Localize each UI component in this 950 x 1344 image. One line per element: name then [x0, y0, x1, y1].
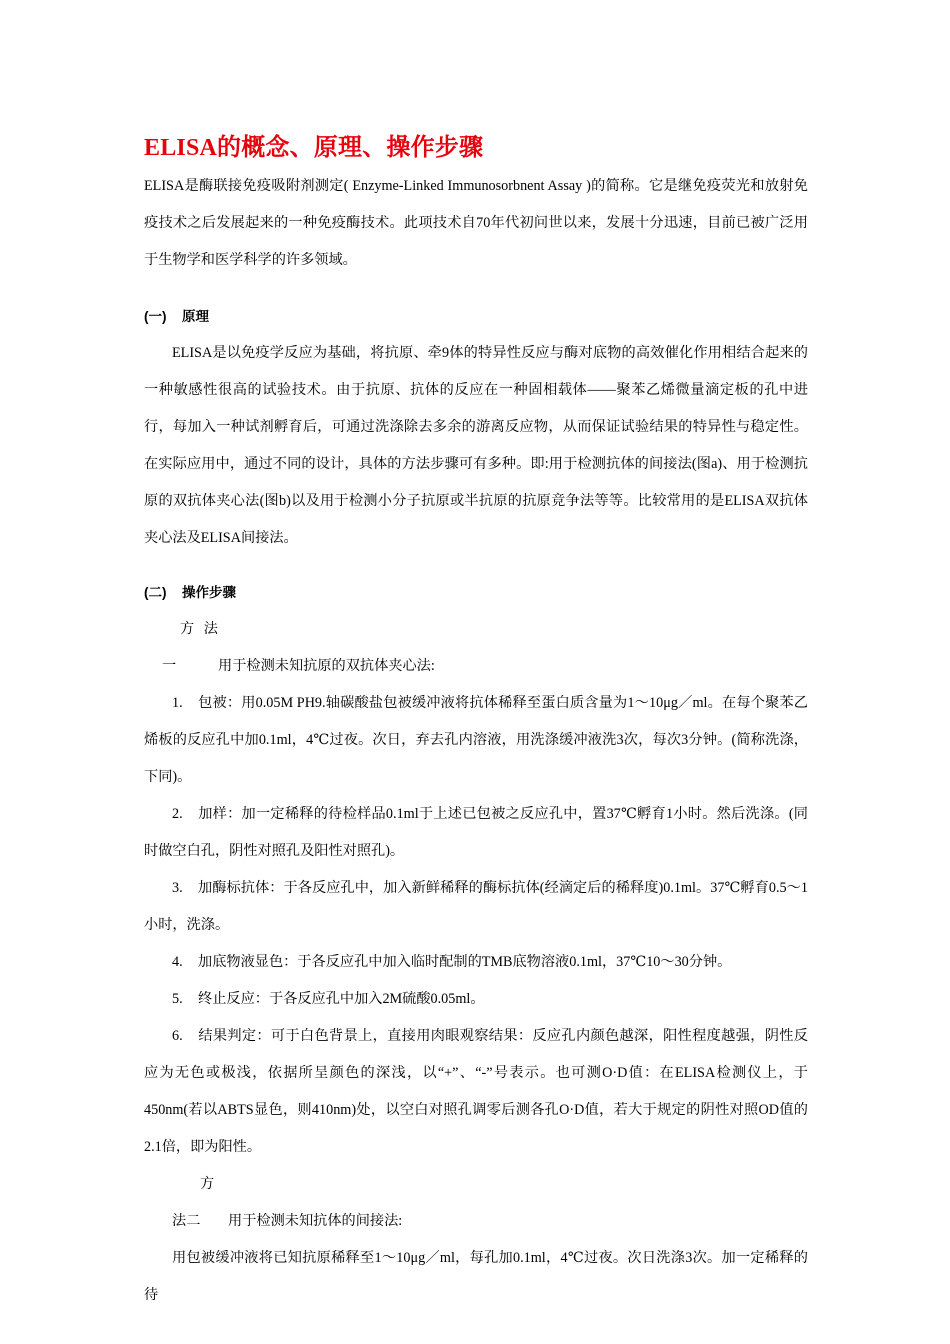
step-text: 加酶标抗体：于各反应孔中，加入新鲜稀释的酶标抗体(经滴定后的稀释度)0.1ml。37℃孵育0.5～1小时，洗涤。 — [144, 880, 808, 933]
step-6 — [144, 1018, 808, 1166]
step-5 — [144, 981, 808, 1018]
section-title: 原理 — [182, 309, 209, 324]
section-heading-procedure — [144, 574, 808, 611]
step-number: 3. — [172, 880, 183, 896]
step-1 — [144, 685, 808, 796]
principle-paragraph: ELISA是以免疫学反应为基础，将抗原、牵9体的特异性反应与酶对底物的高效催化作用相结合起来的一种敏感性很高的试验技术。由于抗原、抗体的反应在一种固相载体——聚苯乙烯微量滴定板的孔中进行，每加入一种试剂孵育后，可通过洗涤除去多余的游离反应物，从而保证试验结果的特异性与稳定性。在实际应用中，通过不同的设计，具体的方法步骤可有多种。即:用于检测抗体的间接法(图a)、用于检测抗原的双抗体夹心法(图b)以及用于检测小分子抗原或半抗原的抗原竞争法等等。比较常用的是ELISA双抗体夹心法及ELISA间接法。 — [144, 345, 808, 546]
step-4 — [144, 944, 808, 981]
document-title: ELISA的概念、原理、操作步骤 — [144, 135, 484, 161]
document-page — [144, 130, 808, 1314]
step-number: 6. — [172, 1028, 183, 1044]
step-text: 终止反应：于各反应孔中加入2M硫酸0.05ml。 — [198, 991, 485, 1007]
step-text: 包被：用0.05M PH9.轴碳酸盐包被缓冲液将抗体稀释至蛋白质含量为1～10μg／ml。在每个聚苯乙烯板的反应孔中加0.1ml，4℃过夜。次日，弃去孔内溶液，用洗涤缓冲液洗3次，每次3分钟。(简称洗涤，下同)。 — [144, 695, 808, 785]
step-number: 2. — [172, 806, 183, 822]
method-label: 方法一 — [162, 621, 218, 674]
method-one-line — [144, 611, 808, 685]
method-description: 用于检测未知抗原的双抗体夹心法: — [218, 658, 435, 674]
step-number: 5. — [172, 991, 183, 1007]
method-two-paragraph: 用包被缓冲液将已知抗原稀释至1～10μg／ml，每孔加0.1ml，4℃过夜。次日洗涤3次。加一定稀释的待 — [144, 1250, 808, 1303]
spacer — [144, 557, 808, 574]
section-heading-principle — [144, 298, 808, 335]
section-number: (二) — [144, 585, 167, 600]
intro-paragraph: ELISA是酶联接免疫吸附剂测定( Enzyme-Linked Immunosorbnent Assay )的简称。它是继免疫荧光和放射免疫技术之后发展起来的一种免疫酶技术。此项技术自70年代初问世以来，发展十分迅速，目前已被广泛用于生物学和医学科学的许多领域。 — [144, 178, 808, 268]
step-text: 加样：加一定稀释的待检样品0.1ml于上述已包被之反应孔中，置37℃孵育1小时。然后洗涤。(同时做空白孔，阴性对照孔及阳性对照孔)。 — [144, 806, 808, 859]
method-two-line — [144, 1166, 808, 1240]
step-3 — [144, 870, 808, 944]
step-text: 结果判定：可于白色背景上，直接用肉眼观察结果：反应孔内颜色越深，阳性程度越强，阴性反应为无色或极浅，依据所呈颜色的深浅，以“+”、“-”号表示。也可测O·D值：在ELISA检测仪上，于450nm(若以ABTS显色，则410nm)处，以空白对照孔调零后测各孔O·D值，若大于规定的阴性对照OD值的2.1倍，即为阳性。 — [144, 1028, 808, 1155]
section-title: 操作步骤 — [182, 585, 236, 600]
step-text: 加底物液显色：于各反应孔中加入临时配制的TMB底物溶液0.1ml，37℃10～30分钟。 — [198, 954, 732, 970]
spacer — [144, 279, 808, 298]
step-number: 4. — [172, 954, 183, 970]
section-number: (一) — [144, 309, 167, 324]
method-label: 方法二 — [172, 1176, 215, 1229]
step-number: 1. — [172, 695, 183, 711]
step-2 — [144, 796, 808, 870]
method-description: 用于检测未知抗体的间接法: — [228, 1213, 403, 1229]
